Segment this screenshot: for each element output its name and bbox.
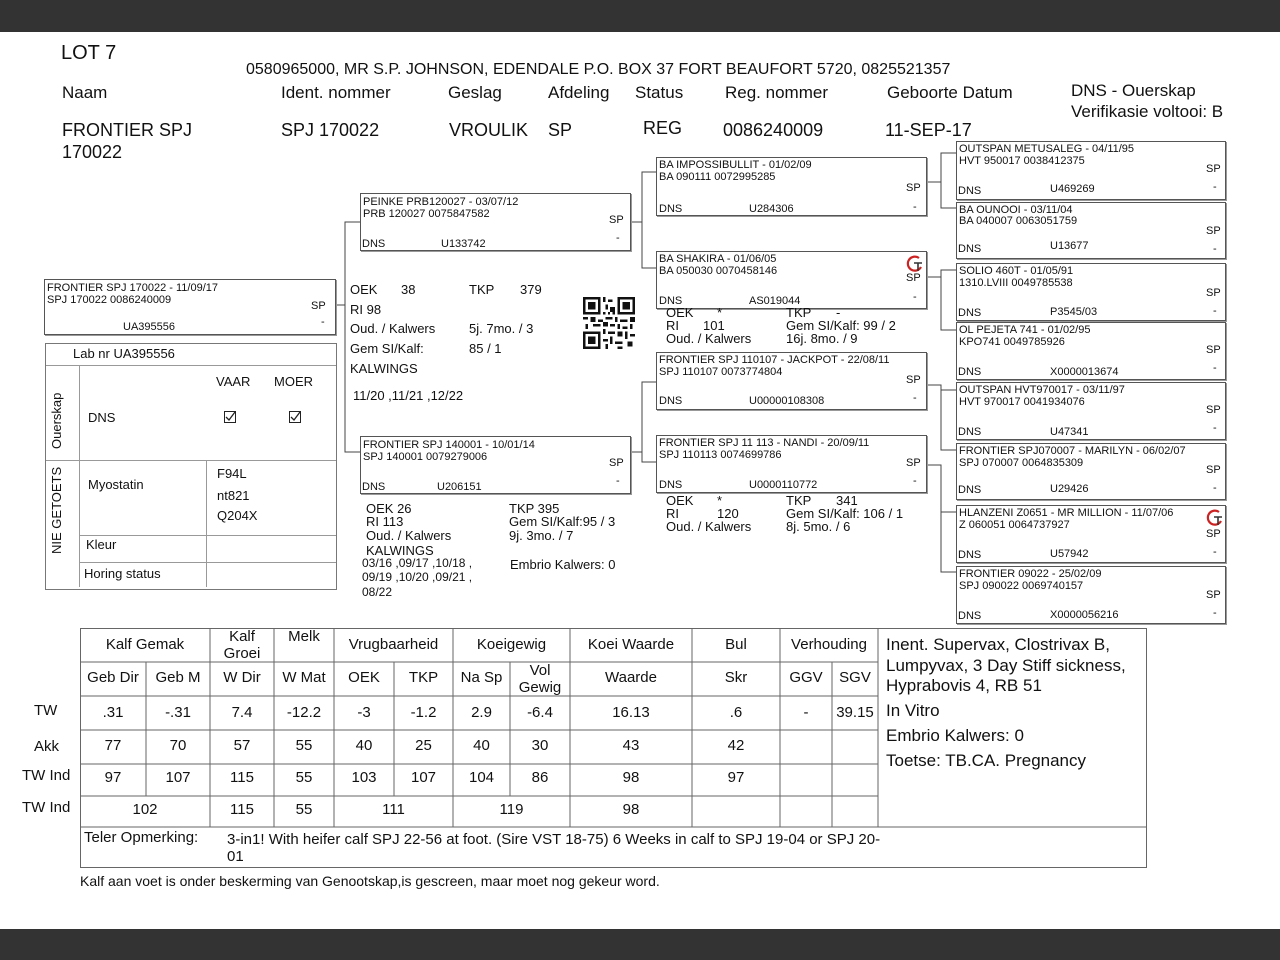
- twind2-koeigewig: 119: [499, 801, 524, 818]
- grandparent-box-3: [656, 352, 927, 410]
- stat-ri: RI 98: [350, 302, 382, 317]
- nandi-oek-label: OEK: [666, 493, 694, 508]
- stat-kalwings: KALWINGS: [350, 361, 418, 376]
- sire-dash: -: [616, 232, 620, 244]
- gp1-line2: BA 090111 0072995285: [659, 171, 776, 183]
- akk-geb-m: 70: [169, 737, 187, 754]
- lab-horing: Horing status: [84, 566, 161, 581]
- footer-note: Kalf aan voet is onder beskerming van Genootskap,is gescreen, maar moet nog gekeur word.: [80, 873, 660, 889]
- animal-status: REG: [643, 118, 683, 138]
- animal-geboorte: 11-SEP-17: [885, 120, 972, 140]
- ggp8-code: X0000056216: [1050, 609, 1119, 621]
- tw-waarde: 16.13: [612, 704, 650, 721]
- shakira-tkp-label: TKP: [786, 305, 812, 320]
- stat-oud-value: 5j. 7mo. / 3: [469, 321, 534, 336]
- header-afdeling: Afdeling: [548, 83, 610, 102]
- ggp4-dns: DNS: [958, 366, 982, 378]
- twind-na-sp: 104: [468, 769, 495, 786]
- col-ggv: GGV: [789, 669, 823, 686]
- gp3-code: U00000108308: [749, 395, 825, 407]
- breed-logo-icon: [906, 255, 924, 273]
- ggp7-dash: -: [1213, 546, 1217, 558]
- lab-nie-getoets: NIE GETOETS: [49, 466, 64, 554]
- gp4-code: U0000110772: [749, 479, 818, 491]
- gp2-dash: -: [913, 291, 917, 303]
- note-in-vitro: In Vitro: [886, 701, 940, 720]
- note-inent-2: Lumpyvax, 3 Day Stiff sickness,: [886, 656, 1126, 675]
- akk-vol-gewig: 30: [531, 737, 549, 754]
- ggp3-sp: SP: [1206, 287, 1221, 299]
- group-kalf-gemak: Kalf Gemak: [105, 636, 185, 653]
- ggp6-line2: SPJ 070007 0064835309: [959, 457, 1084, 469]
- ggp5-line1: OUTSPAN HVT970017 - 03/11/97: [959, 384, 1125, 396]
- group-melk: Melk: [288, 628, 320, 645]
- myostatin-f94l: F94L: [217, 466, 247, 481]
- dam-line1: FRONTIER SPJ 140001 - 10/01/14: [363, 439, 535, 451]
- gp3-sp: SP: [906, 374, 921, 386]
- twind-oek: 103: [351, 769, 377, 786]
- ggp8-line1: FRONTIER 09022 - 25/02/09: [959, 568, 1102, 580]
- ggp2-line1: BA OUNOOI - 03/11/04: [959, 204, 1073, 216]
- tw-oek: -3: [357, 704, 371, 721]
- group-vrugbaarheid: Vrugbaarheid: [348, 636, 439, 653]
- nandi-gem: Gem SI/Kalf: 106 / 1: [786, 506, 904, 521]
- tw-ggv: -: [803, 704, 809, 721]
- note-inent-3: Hyprabovis 4, RB 51: [886, 676, 1042, 695]
- grandparent-box-2: [656, 251, 927, 309]
- header-geslag: Geslag: [448, 83, 502, 102]
- gp2-sp: SP: [906, 272, 921, 284]
- shakira-oud-value: 16j. 8mo. / 9: [786, 331, 858, 346]
- twind2-vrugbaarheid: 111: [382, 801, 405, 818]
- twind-w-dir: 115: [230, 769, 254, 786]
- teler-comment-1: 3-in1! With heifer calf SPJ 22-56 at foot. (Sire VST 18-75) 6 Weeks in calf to SPJ 19-04 or SPJ 20-: [227, 831, 881, 848]
- akk-waarde: 43: [622, 737, 640, 754]
- ggp2-sp: SP: [1206, 225, 1221, 237]
- gp2-dns: DNS: [659, 295, 683, 307]
- ggp1-code: U469269: [1050, 183, 1095, 195]
- header-geboorte: Geboorte Datum: [887, 83, 1013, 102]
- subject-dash: -: [321, 316, 325, 328]
- grandparent-box-4: [656, 435, 927, 493]
- dns-verifikasie: Verifikasie voltooi: B: [1071, 102, 1224, 121]
- twind-tkp: 107: [410, 769, 437, 786]
- lot-title: LOT 7: [61, 42, 117, 64]
- great-grandparent-box-1: [956, 141, 1226, 200]
- akk-na-sp: 40: [473, 737, 490, 754]
- row-label-akk: Akk: [34, 738, 60, 755]
- twind2-melk: 55: [295, 801, 313, 818]
- teler-label: Teler Opmerking:: [84, 829, 199, 846]
- ggp1-dns: DNS: [958, 185, 982, 197]
- gp1-code: U284306: [749, 203, 794, 215]
- shakira-ri-value: 101: [703, 318, 725, 333]
- col-oek: OEK: [348, 669, 380, 686]
- gp3-dash: -: [913, 392, 917, 404]
- akk-skr: 42: [727, 737, 745, 754]
- tw-na-sp: 2.9: [471, 704, 492, 721]
- great-grandparent-box-7: [956, 505, 1226, 563]
- stat-oek-label: OEK: [350, 282, 378, 297]
- great-grandparent-box-4: [956, 322, 1226, 380]
- lab-dns: DNS: [88, 410, 116, 425]
- akk-tkp: 25: [415, 737, 432, 754]
- lab-moer: MOER: [274, 374, 313, 389]
- sire-line2: PRB 120027 0075847582: [363, 208, 490, 220]
- row-label-twind-2: TW Ind: [22, 799, 71, 816]
- sire-sp: SP: [609, 214, 624, 226]
- row-label-twind: TW Ind: [22, 767, 71, 784]
- subject-pedigree-box: [44, 279, 336, 335]
- tw-w-dir: 7.4: [231, 704, 253, 721]
- ggp6-code: U29426: [1050, 483, 1089, 495]
- ggp3-dash: -: [1213, 305, 1217, 317]
- col-gewig: Gewig: [518, 679, 562, 696]
- gp4-dns: DNS: [659, 479, 683, 491]
- shakira-gem: Gem SI/Kalf: 99 / 2: [786, 318, 896, 333]
- ggp8-dash: -: [1213, 607, 1217, 619]
- breed-logo-icon: [1206, 509, 1224, 527]
- sire-line1: PEINKE PRB120027 - 03/07/12: [363, 196, 519, 208]
- row-label-tw: TW: [34, 702, 58, 719]
- note-inent-1: Inent. Supervax, Clostrivax B,: [886, 635, 1110, 654]
- dam-dates-1: 03/16 ,09/17 ,10/18 ,: [362, 556, 473, 570]
- tw-geb-dir: .31: [102, 704, 124, 721]
- gp4-line1: FRONTIER SPJ 11 113 - NANDI - 20/09/11: [659, 437, 870, 449]
- col-geb-m: Geb M: [155, 669, 201, 686]
- gp4-line2: SPJ 110113 0074699786: [659, 449, 782, 461]
- tw-sgv: 39.15: [836, 704, 874, 721]
- col-skr: Skr: [724, 669, 748, 686]
- myostatin-q204x: Q204X: [217, 508, 258, 523]
- great-grandparent-box-5: [956, 382, 1226, 440]
- ggp7-line2: Z 060051 0064737927: [959, 519, 1070, 531]
- stat-gem-label: Gem SI/Kalf:: [350, 341, 424, 356]
- akk-oek: 40: [355, 737, 373, 754]
- lab-myostatin: Myostatin: [88, 477, 144, 492]
- twind2-koei-waarde: 98: [622, 801, 640, 818]
- ggp4-line1: OL PEJETA 741 - 01/02/95: [959, 324, 1091, 336]
- dam-code: U206151: [437, 481, 482, 493]
- lab-ouerskap: Ouerskap: [49, 392, 64, 449]
- nandi-tkp-label: TKP: [786, 493, 812, 508]
- animal-geslag: VROULIK: [449, 120, 529, 140]
- tw-geb-m: -.31: [165, 704, 191, 721]
- shakira-ri-label: RI: [666, 318, 679, 333]
- gp3-line1: FRONTIER SPJ 110107 - JACKPOT - 22/08/11: [659, 354, 890, 366]
- twind-geb-dir: 97: [104, 769, 122, 786]
- ggp1-line2: HVT 950017 0038412375: [959, 155, 1085, 167]
- subject-line2: SPJ 170022 0086240009: [47, 294, 172, 306]
- header-naam: Naam: [62, 83, 108, 102]
- group-koeigewig: Koeigewig: [476, 636, 547, 653]
- ggp8-sp: SP: [1206, 589, 1221, 601]
- group-verhouding: Verhouding: [791, 636, 867, 653]
- gp4-dash: -: [913, 475, 917, 487]
- animal-naam-2: 170022: [62, 142, 123, 162]
- twind-w-mat: 55: [295, 769, 313, 786]
- gp1-line1: BA IMPOSSIBULLIT - 01/02/09: [659, 159, 812, 171]
- animal-reg: 0086240009: [723, 120, 824, 140]
- gp3-line2: SPJ 110107 0073774804: [659, 366, 783, 378]
- twind-waarde: 98: [622, 769, 640, 786]
- note-embrio: Embrio Kalwers: 0: [886, 726, 1024, 745]
- col-sgv: SGV: [839, 669, 871, 686]
- ggp7-code: U57942: [1050, 548, 1089, 560]
- tw-tkp: -1.2: [410, 704, 437, 721]
- shakira-oek-label: OEK: [666, 305, 694, 320]
- great-grandparent-box-2: [956, 202, 1226, 259]
- ggp6-dns: DNS: [958, 484, 982, 496]
- dns-ouerskap: DNS - Ouerskap: [1071, 81, 1196, 100]
- gp4-sp: SP: [906, 457, 921, 469]
- ggp8-dns: DNS: [958, 610, 982, 622]
- dam-box: [360, 436, 631, 494]
- ggp3-dns: DNS: [958, 307, 982, 319]
- dam-tkp: TKP 395: [509, 501, 560, 516]
- dam-embrio: Embrio Kalwers: 0: [510, 557, 616, 572]
- header-reg: Reg. nommer: [725, 83, 828, 102]
- akk-geb-dir: 77: [104, 737, 122, 754]
- ggp8-line2: SPJ 090022 0069740157: [959, 580, 1084, 592]
- col-w-dir: W Dir: [223, 669, 261, 686]
- shakira-oek-value: *: [717, 305, 723, 320]
- col-vol: Vol: [529, 662, 551, 679]
- gp1-dash: -: [913, 201, 917, 213]
- ggp5-sp: SP: [1206, 404, 1221, 416]
- ggp3-line1: SOLIO 460T - 01/05/91: [959, 265, 1074, 277]
- qr-code-icon: [583, 297, 635, 349]
- grandparent-box-1: [656, 157, 927, 216]
- ggp5-code: U47341: [1050, 426, 1089, 438]
- gp2-line1: BA SHAKIRA - 01/06/05: [659, 253, 777, 265]
- dam-dates-3: 08/22: [362, 585, 393, 599]
- lab-nr: Lab nr UA395556: [73, 346, 175, 361]
- subject-line1: FRONTIER SPJ 170022 - 11/09/17: [47, 282, 218, 294]
- ggp4-dash: -: [1213, 362, 1217, 374]
- dam-oud-value: 9j. 3mo. / 7: [509, 528, 574, 543]
- lab-box: [45, 343, 337, 590]
- vaar-checkbox-checked-icon: [224, 411, 236, 423]
- great-grandparent-box-3: [956, 263, 1226, 321]
- stat-tkp-value: 379: [520, 282, 542, 297]
- ggp3-line2: 1310.LVIII 0049785538: [959, 277, 1073, 289]
- header-ident: Ident. nommer: [281, 83, 391, 102]
- ggp6-sp: SP: [1206, 464, 1221, 476]
- gp1-sp: SP: [906, 182, 921, 194]
- group-kalf-groei-2: Groei: [223, 645, 261, 662]
- col-w-mat: W Mat: [282, 669, 326, 686]
- dam-oek: OEK 26: [366, 501, 412, 516]
- dam-ri: RI 113: [366, 514, 404, 529]
- tw-vol-gewig: -6.4: [527, 704, 553, 721]
- shakira-oud-label: Oud. / Kalwers: [666, 331, 752, 346]
- ggp2-line2: BA 040007 0063051759: [959, 215, 1078, 227]
- ggp6-dash: -: [1213, 482, 1217, 494]
- ggp6-line1: FRONTIER SPJ070007 - MARILYN - 06/02/07: [959, 445, 1186, 457]
- nandi-ri-label: RI: [666, 506, 679, 521]
- nandi-oud-label: Oud. / Kalwers: [666, 519, 752, 534]
- ggp7-dns: DNS: [958, 549, 982, 561]
- moer-checkbox-checked-icon: [289, 411, 301, 423]
- col-geb-dir: Geb Dir: [87, 669, 139, 686]
- dam-line2: SPJ 140001 0079279006: [363, 451, 488, 463]
- ggp2-dash: -: [1213, 243, 1217, 255]
- ggp4-line2: KPO741 0049785926: [959, 336, 1065, 348]
- gp1-dns: DNS: [659, 203, 683, 215]
- ggp5-line2: HVT 970017 0041934076: [959, 396, 1085, 408]
- nandi-oek-value: *: [717, 493, 723, 508]
- twind2-kalf-gemak: 102: [132, 801, 158, 818]
- tw-w-mat: -12.2: [286, 704, 322, 721]
- lab-vaar: VAAR: [216, 374, 251, 389]
- ggp7-line1: HLANZENI Z0651 - MR MILLION - 11/07/06: [959, 507, 1174, 519]
- dam-dash: -: [616, 475, 620, 487]
- dam-sp: SP: [609, 457, 624, 469]
- twind-skr: 97: [727, 769, 745, 786]
- owner-info: 0580965000, MR S.P. JOHNSON, EDENDALE P.O. BOX 37 FORT BEAUFORT 5720, 0825521357: [246, 61, 951, 78]
- ggp5-dns: DNS: [958, 426, 982, 438]
- dam-kalwings: KALWINGS: [366, 543, 434, 558]
- group-koei-waarde: Koei Waarde: [587, 636, 675, 653]
- note-toetse: Toetse: TB.CA. Pregnancy: [886, 751, 1087, 770]
- stat-oek-value: 38: [401, 282, 416, 297]
- header-status: Status: [635, 83, 684, 102]
- sire-dns: DNS: [362, 238, 386, 250]
- myostatin-nt821: nt821: [217, 488, 250, 503]
- twind-vol-gewig: 86: [531, 769, 549, 786]
- nandi-oud-value: 8j. 5mo. / 6: [786, 519, 851, 534]
- teler-comment-2: 01: [227, 848, 244, 865]
- animal-ident: SPJ 170022: [281, 120, 380, 140]
- tw-skr: .6: [729, 704, 743, 721]
- ggp1-dash: -: [1213, 181, 1217, 193]
- twind-geb-m: 107: [165, 769, 191, 786]
- ggp7-sp: SP: [1206, 528, 1221, 540]
- gp2-line2: BA 050030 0070458146: [659, 265, 778, 277]
- animal-afdeling: SP: [548, 120, 573, 140]
- col-na-sp: Na Sp: [460, 669, 503, 686]
- nandi-tkp-value: 341: [836, 493, 858, 508]
- ggp5-dash: -: [1213, 422, 1217, 434]
- col-waarde: Waarde: [605, 669, 657, 686]
- dam-oud-label: Oud. / Kalwers: [366, 528, 452, 543]
- lab-kleur: Kleur: [86, 537, 117, 552]
- great-grandparent-box-6: [956, 443, 1226, 500]
- dam-dates-2: 09/19 ,10/20 ,09/21 ,: [362, 570, 473, 584]
- great-grandparent-box-8: [956, 566, 1226, 624]
- ggp1-line1: OUTSPAN METUSALEG - 04/11/95: [959, 143, 1135, 155]
- dam-dns: DNS: [362, 481, 386, 493]
- group-kalf-groei-1: Kalf: [229, 628, 255, 645]
- ggp4-sp: SP: [1206, 344, 1221, 356]
- gp3-dns: DNS: [659, 395, 683, 407]
- ggp2-code: U13677: [1050, 240, 1089, 252]
- sire-code: U133742: [441, 238, 486, 250]
- col-tkp: TKP: [408, 669, 439, 686]
- akk-w-mat: 55: [295, 737, 313, 754]
- shakira-tkp-value: -: [836, 305, 841, 320]
- akk-w-dir: 57: [233, 737, 251, 754]
- dam-gem: Gem SI/Kalf:95 / 3: [509, 514, 616, 529]
- breeding-values-table: [80, 628, 1147, 868]
- stat-gem-value: 85 / 1: [469, 341, 502, 356]
- animal-naam: FRONTIER SPJ: [62, 120, 193, 140]
- ggp2-dns: DNS: [958, 243, 982, 255]
- subject-code: UA395556: [123, 321, 175, 333]
- stat-kalwing-dates: 11/20 ,11/21 ,12/22: [353, 388, 464, 403]
- gp2-code: AS019044: [749, 295, 801, 307]
- subject-sp: SP: [311, 300, 326, 312]
- group-bul: Bul: [725, 636, 747, 653]
- stat-oud-label: Oud. / Kalwers: [350, 321, 436, 336]
- sire-box: [360, 193, 631, 251]
- ggp3-code: P3545/03: [1050, 306, 1098, 318]
- ggp4-code: X0000013674: [1050, 366, 1119, 378]
- twind2-kalf-groei: 115: [230, 801, 254, 818]
- nandi-ri-value: 120: [717, 506, 739, 521]
- ggp1-sp: SP: [1206, 163, 1221, 175]
- stat-tkp-label: TKP: [469, 282, 495, 297]
